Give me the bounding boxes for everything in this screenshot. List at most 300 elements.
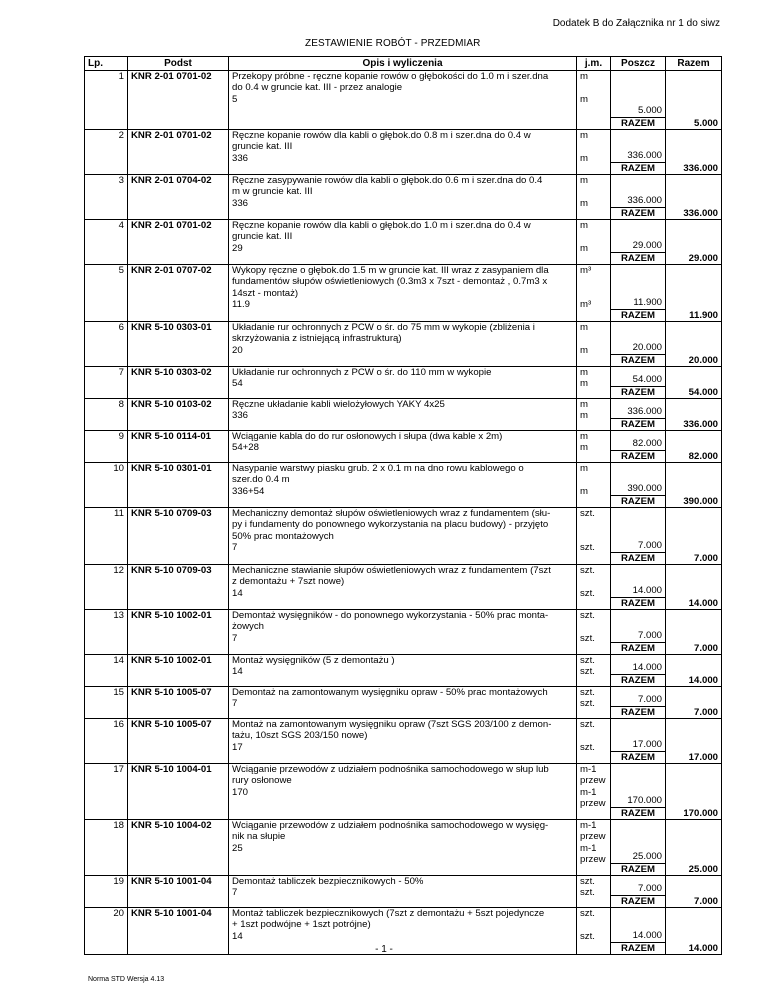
item-total: 390.000 <box>666 463 722 508</box>
item-unit <box>577 764 611 820</box>
unit-line: szt. <box>580 666 595 678</box>
item-quantity: 336.000 <box>627 150 662 162</box>
unit-line: szt. <box>580 741 595 753</box>
razem-label: RAZEM <box>611 386 665 398</box>
calculation-line: 54 <box>232 378 243 390</box>
description-line: Ręczne układanie kabli wielożyłowych YAKY 4x25 <box>232 399 445 410</box>
item-basis-code: KNR 5-10 1004-02 <box>128 820 229 876</box>
item-basis-code: KNR 5-10 0303-02 <box>128 367 229 399</box>
item-quantity: 7.000 <box>637 630 662 642</box>
item-unit <box>577 399 611 431</box>
unit-line: szt. <box>580 565 595 576</box>
table-row <box>85 71 722 130</box>
item-unit <box>577 431 611 463</box>
description-line: rury osłonowe <box>232 775 292 787</box>
unit-line <box>580 186 607 197</box>
item-number: 2 <box>85 130 128 175</box>
item-quantity-cell <box>611 265 666 322</box>
item-total: 82.000 <box>666 431 722 463</box>
unit-line <box>580 576 607 587</box>
description-line: do 0.4 w gruncie kat. III - przez analogie <box>232 82 403 94</box>
description-line: Mechaniczny demontaż słupów oświetleniowych wraz z fundamentem (słu- <box>232 508 551 519</box>
item-total: 29.000 <box>666 220 722 265</box>
item-number: 12 <box>85 565 128 610</box>
item-total: 7.000 <box>666 508 722 565</box>
description-line: fundamentów słupów oświetleniowych (0.3m3 x 7szt - demontaż , 0.7m3 x <box>232 276 548 288</box>
item-quantity-cell <box>611 764 666 820</box>
razem-label: RAZEM <box>611 162 665 174</box>
item-basis-code: KNR 2-01 0701-02 <box>128 130 229 175</box>
item-unit <box>577 322 611 367</box>
item-description <box>229 876 577 908</box>
unit-line: szt. <box>580 655 595 666</box>
table-row <box>85 220 722 265</box>
razem-label: RAZEM <box>611 674 665 686</box>
unit-line: szt. <box>580 876 595 887</box>
item-quantity-cell <box>611 687 666 719</box>
col-total-header: Razem <box>666 57 722 71</box>
item-basis-code: KNR 2-01 0701-02 <box>128 220 229 265</box>
unit-line <box>580 531 607 542</box>
unit-line: szt. <box>580 930 595 942</box>
item-quantity: 390.000 <box>627 483 662 495</box>
unit-line: m <box>580 485 588 497</box>
unit-line: szt. <box>580 687 595 698</box>
item-number: 19 <box>85 876 128 908</box>
description-line: Ręczne kopanie rowów dla kabli o głębok.do 1.0 m i szer.dna do 0.4 w <box>232 220 531 231</box>
unit-line: m <box>580 431 588 442</box>
unit-line <box>580 141 607 152</box>
calculation-line: 336 <box>232 410 249 422</box>
item-quantity-cell <box>611 399 666 431</box>
unit-line: m-1 <box>580 820 597 831</box>
item-total: 17.000 <box>666 719 722 764</box>
item-quantity-cell <box>611 322 666 367</box>
table-row <box>85 719 722 764</box>
item-quantity: 336.000 <box>627 406 662 418</box>
col-qty-header: Poszcz <box>611 57 666 71</box>
description-line: m w gruncie kat. III <box>232 186 313 198</box>
razem-label: RAZEM <box>611 706 665 718</box>
razem-label: RAZEM <box>611 863 665 875</box>
item-description <box>229 687 577 719</box>
razem-label: RAZEM <box>611 495 665 507</box>
item-quantity-cell <box>611 175 666 220</box>
calculation-line: 14 <box>232 666 243 678</box>
calculation-line: 5 <box>232 93 238 105</box>
table-row <box>85 265 722 322</box>
item-description <box>229 265 577 322</box>
item-number: 6 <box>85 322 128 367</box>
description-line: Przekopy próbne - ręczne kopanie rowów o głębokości do 1.0 m i szer.dna <box>232 71 549 82</box>
cost-estimate-table <box>84 56 722 955</box>
unit-line: przew <box>580 798 606 810</box>
col-lp-header: Lp. <box>85 57 128 71</box>
description-line: Demontaż wysięgników - do ponownego wykorzystania - 50% prac monta- <box>232 610 549 621</box>
item-unit <box>577 220 611 265</box>
item-number: 17 <box>85 764 128 820</box>
description-line: + 1szt podwójne + 1szt potrójne) <box>232 919 371 931</box>
description-line: 14szt - montaż) <box>232 287 299 299</box>
item-quantity: 54.000 <box>632 374 662 386</box>
item-unit <box>577 71 611 130</box>
unit-line: m-1 <box>580 842 597 854</box>
description-line: Wciąganie przewodów z udziałem podnośnika samochodowego w słup lub <box>232 764 549 775</box>
description-line: Montaż wysięgników (5 z demontażu ) <box>232 655 395 666</box>
calculation-line: 7 <box>232 887 238 899</box>
table-row <box>85 655 722 687</box>
calculation-line: 336 <box>232 197 249 209</box>
unit-line: szt. <box>580 632 595 644</box>
item-number: 5 <box>85 265 128 322</box>
table-row <box>85 367 722 399</box>
description-line: Demontaż tabliczek bezpiecznikowych - 50% <box>232 876 424 887</box>
item-number: 20 <box>85 908 128 955</box>
razem-label: RAZEM <box>611 117 665 129</box>
unit-line <box>580 621 607 632</box>
item-quantity-cell <box>611 565 666 610</box>
item-number: 9 <box>85 431 128 463</box>
calculation-line: 20 <box>232 344 243 356</box>
page-number: - 1 - <box>375 944 393 955</box>
item-quantity-cell <box>611 130 666 175</box>
item-basis-code: KNR 5-10 1005-07 <box>128 687 229 719</box>
unit-line: szt. <box>580 508 595 519</box>
table-row <box>85 764 722 820</box>
item-quantity-cell <box>611 367 666 399</box>
item-quantity: 7.000 <box>637 540 662 552</box>
item-description <box>229 71 577 130</box>
unit-line: m <box>580 322 588 333</box>
unit-line: m-1 <box>580 764 597 775</box>
item-quantity-cell <box>611 876 666 908</box>
document-title: ZESTAWIENIE ROBÓT - PRZEDMIAR <box>305 38 481 49</box>
item-description <box>229 565 577 610</box>
item-unit <box>577 367 611 399</box>
item-number: 7 <box>85 367 128 399</box>
item-quantity: 14.000 <box>632 585 662 597</box>
item-total: 7.000 <box>666 687 722 719</box>
item-quantity: 14.000 <box>632 930 662 942</box>
item-description <box>229 463 577 508</box>
description-line: żowych <box>232 621 264 633</box>
item-basis-code: KNR 5-10 1005-07 <box>128 719 229 764</box>
unit-line: m <box>580 344 588 356</box>
item-number: 1 <box>85 71 128 130</box>
item-total: 336.000 <box>666 130 722 175</box>
unit-line: m <box>580 410 588 422</box>
description-line: z demontażu + 7szt nowe) <box>232 576 345 588</box>
table-row <box>85 399 722 431</box>
item-total: 54.000 <box>666 367 722 399</box>
unit-line: m <box>580 175 588 186</box>
item-basis-code: KNR 5-10 0709-03 <box>128 508 229 565</box>
description-line: Wciąganie przewodów z udziałem podnośnika samochodowego w wysięg- <box>232 820 549 831</box>
item-unit <box>577 508 611 565</box>
razem-label: RAZEM <box>611 895 665 907</box>
description-line: py i fundamenty do ponownego wykorzystania na placu budowy) - przyjęto <box>232 519 549 531</box>
unit-line <box>580 919 607 930</box>
item-description <box>229 322 577 367</box>
table-row <box>85 463 722 508</box>
table-row <box>85 687 722 719</box>
unit-line <box>580 519 607 530</box>
item-basis-code: KNR 5-10 0303-01 <box>128 322 229 367</box>
description-line: skrzyżowania z istniejącą infrastrukturą) <box>232 333 402 345</box>
table-row <box>85 508 722 565</box>
item-unit <box>577 265 611 322</box>
razem-label: RAZEM <box>611 309 665 321</box>
item-total: 336.000 <box>666 175 722 220</box>
unit-line: m <box>580 242 588 254</box>
table-row <box>85 431 722 463</box>
item-unit <box>577 719 611 764</box>
item-quantity: 336.000 <box>627 195 662 207</box>
item-quantity: 7.000 <box>637 694 662 706</box>
unit-line: szt. <box>580 887 595 899</box>
unit-line: szt. <box>580 698 595 710</box>
unit-line: m <box>580 152 588 164</box>
item-total: 11.900 <box>666 265 722 322</box>
unit-line <box>580 288 607 299</box>
calculation-line: 336+54 <box>232 485 265 497</box>
item-unit <box>577 610 611 655</box>
item-basis-code: KNR 5-10 1004-01 <box>128 764 229 820</box>
item-description <box>229 610 577 655</box>
item-quantity-cell <box>611 655 666 687</box>
item-quantity: 29.000 <box>632 240 662 252</box>
description-line: Nasypanie warstwy piasku grub. 2 x 0.1 m na dno rowu kablowego o <box>232 463 524 474</box>
item-total: 14.000 <box>666 655 722 687</box>
item-basis-code: KNR 5-10 1002-01 <box>128 610 229 655</box>
unit-line: m <box>580 130 588 141</box>
description-line: szer.do 0.4 m <box>232 474 290 486</box>
unit-line <box>580 474 607 485</box>
item-number: 13 <box>85 610 128 655</box>
item-quantity-cell <box>611 508 666 565</box>
table-row <box>85 175 722 220</box>
description-line: Montaż na zamontowanym wysięgniku opraw (7szt SGS 203/100 z demon- <box>232 719 552 730</box>
col-unit-header: j.m. <box>577 57 611 71</box>
unit-line: przew <box>580 831 606 843</box>
unit-line: m <box>580 463 588 474</box>
item-description <box>229 655 577 687</box>
item-total: 7.000 <box>666 876 722 908</box>
unit-line: m <box>580 197 588 209</box>
item-description <box>229 820 577 876</box>
item-description <box>229 175 577 220</box>
item-quantity: 20.000 <box>632 342 662 354</box>
item-number: 15 <box>85 687 128 719</box>
item-basis-code: KNR 5-10 0709-03 <box>128 565 229 610</box>
item-quantity-cell <box>611 463 666 508</box>
item-total: 7.000 <box>666 610 722 655</box>
razem-label: RAZEM <box>611 207 665 219</box>
item-quantity: 5.000 <box>637 105 662 117</box>
item-total: 20.000 <box>666 322 722 367</box>
description-line: Układanie rur ochronnych z PCW o śr. do 110 mm w wykopie <box>232 367 492 378</box>
calculation-line: 7 <box>232 698 238 710</box>
item-quantity: 17.000 <box>632 739 662 751</box>
calculation-line: 17 <box>232 741 243 753</box>
item-description <box>229 764 577 820</box>
unit-line: szt. <box>580 587 595 599</box>
description-line: Montaż tabliczek bezpiecznikowych (7szt z demontażu + 5szt pojedyncze <box>232 908 545 919</box>
unit-line: szt. <box>580 542 595 554</box>
item-unit <box>577 130 611 175</box>
item-quantity: 82.000 <box>632 438 662 450</box>
item-unit <box>577 565 611 610</box>
razem-label: RAZEM <box>611 354 665 366</box>
unit-line: m³ <box>580 299 592 311</box>
unit-line: m <box>580 442 588 454</box>
razem-label: RAZEM <box>611 450 665 462</box>
unit-line: m <box>580 220 588 231</box>
item-number: 18 <box>85 820 128 876</box>
item-description <box>229 508 577 565</box>
calculation-line: 29 <box>232 242 243 254</box>
unit-line: m <box>580 378 588 390</box>
table-row <box>85 876 722 908</box>
item-quantity: 170.000 <box>627 795 662 807</box>
item-basis-code: KNR 2-01 0707-02 <box>128 265 229 322</box>
item-total: 170.000 <box>666 764 722 820</box>
item-number: 11 <box>85 508 128 565</box>
item-unit <box>577 876 611 908</box>
item-basis-code: KNR 2-01 0704-02 <box>128 175 229 220</box>
razem-label: RAZEM <box>611 552 665 564</box>
razem-label: RAZEM <box>611 942 665 954</box>
calculation-line: 14 <box>232 930 243 942</box>
unit-line: m <box>580 71 588 82</box>
razem-label: RAZEM <box>611 597 665 609</box>
item-number: 16 <box>85 719 128 764</box>
unit-line: przew <box>580 854 606 866</box>
item-number: 4 <box>85 220 128 265</box>
item-basis-code: KNR 5-10 0301-01 <box>128 463 229 508</box>
item-basis-code: KNR 5-10 0103-02 <box>128 399 229 431</box>
unit-line: m <box>580 93 588 105</box>
item-quantity: 11.900 <box>633 297 662 309</box>
description-line: Układanie rur ochronnych z PCW o śr. do 75 mm w wykopie (zbliżenia i <box>232 322 535 333</box>
item-basis-code: KNR 5-10 1002-01 <box>128 655 229 687</box>
calculation-line: 170 <box>232 786 249 798</box>
razem-label: RAZEM <box>611 418 665 430</box>
description-line: tażu, 10szt SGS 203/150 nowe) <box>232 730 368 742</box>
unit-line: szt. <box>580 719 595 730</box>
item-unit <box>577 655 611 687</box>
col-basis-header: Podst <box>128 57 229 71</box>
item-quantity: 14.000 <box>632 662 662 674</box>
item-description <box>229 220 577 265</box>
description-line: nik na słupie <box>232 831 286 843</box>
software-version: Norma STD Wersja 4.13 <box>88 976 165 983</box>
calculation-line: 7 <box>232 542 238 554</box>
item-quantity: 7.000 <box>637 883 662 895</box>
item-basis-code: KNR 5-10 0114-01 <box>128 431 229 463</box>
description-line: Ręczne zasypywanie rowów dla kabli o głębok.do 0.6 m i szer.dna do 0.4 <box>232 175 543 186</box>
table-row <box>85 820 722 876</box>
calculation-line: 54+28 <box>232 442 259 454</box>
table-row <box>85 322 722 367</box>
table-row <box>85 565 722 610</box>
item-total: 336.000 <box>666 399 722 431</box>
unit-line: szt. <box>580 908 595 919</box>
unit-line: przew <box>580 775 606 787</box>
description-line: Mechaniczne stawianie słupów oświetleniowych wraz z fundamentem (7szt <box>232 565 551 576</box>
item-unit <box>577 463 611 508</box>
table-row <box>85 610 722 655</box>
calculation-line: 14 <box>232 587 243 599</box>
item-quantity-cell <box>611 431 666 463</box>
unit-line <box>580 276 607 287</box>
description-line: Wykopy ręczne o głębok.do 1.5 m w gruncie kat. III wraz z zasypaniem dla <box>232 265 549 276</box>
unit-line: m³ <box>580 265 592 276</box>
razem-label: RAZEM <box>611 642 665 654</box>
unit-line <box>580 231 607 242</box>
calculation-line: 7 <box>232 632 238 644</box>
item-description <box>229 719 577 764</box>
unit-line <box>580 333 607 344</box>
unit-line <box>580 730 607 741</box>
description-line: gruncie kat. III <box>232 231 293 243</box>
item-basis-code: KNR 5-10 1001-04 <box>128 876 229 908</box>
col-description-header: Opis i wyliczenia <box>229 57 577 71</box>
table-row <box>85 130 722 175</box>
calculation-line: 336 <box>232 152 249 164</box>
item-basis-code: KNR 2-01 0701-02 <box>128 71 229 130</box>
unit-line: m-1 <box>580 786 597 798</box>
razem-label: RAZEM <box>611 751 665 763</box>
item-total: 14.000 <box>666 908 722 955</box>
description-line: 50% prac montażowych <box>232 530 334 542</box>
item-quantity-cell <box>611 610 666 655</box>
table-header-row <box>85 57 722 71</box>
item-total: 25.000 <box>666 820 722 876</box>
item-total: 14.000 <box>666 565 722 610</box>
item-quantity-cell <box>611 220 666 265</box>
item-quantity-cell <box>611 719 666 764</box>
description-line: Ręczne kopanie rowów dla kabli o głębok.do 0.8 m i szer.dna do 0.4 w <box>232 130 531 141</box>
item-description <box>229 367 577 399</box>
unit-line: m <box>580 367 588 378</box>
attachment-note: Dodatek B do Załącznika nr 1 do siwz <box>552 18 720 29</box>
unit-line <box>580 82 607 93</box>
calculation-line: 25 <box>232 842 243 854</box>
item-number: 3 <box>85 175 128 220</box>
item-unit <box>577 687 611 719</box>
item-quantity-cell <box>611 820 666 876</box>
item-description <box>229 399 577 431</box>
item-number: 14 <box>85 655 128 687</box>
item-unit <box>577 175 611 220</box>
description-line: Wciąganie kabla do do rur osłonowych i słupa (dwa kable x 2m) <box>232 431 503 442</box>
unit-line: szt. <box>580 610 595 621</box>
item-quantity-cell <box>611 71 666 130</box>
item-unit <box>577 820 611 876</box>
item-basis-code: KNR 5-10 1001-04 <box>128 908 229 955</box>
calculation-line: 11.9 <box>232 299 250 311</box>
description-line: gruncie kat. III <box>232 141 293 153</box>
item-description <box>229 431 577 463</box>
item-number: 10 <box>85 463 128 508</box>
razem-label: RAZEM <box>611 252 665 264</box>
item-number: 8 <box>85 399 128 431</box>
razem-label: RAZEM <box>611 807 665 819</box>
item-total: 5.000 <box>666 71 722 130</box>
unit-line: m <box>580 399 588 410</box>
item-quantity: 25.000 <box>632 851 662 863</box>
